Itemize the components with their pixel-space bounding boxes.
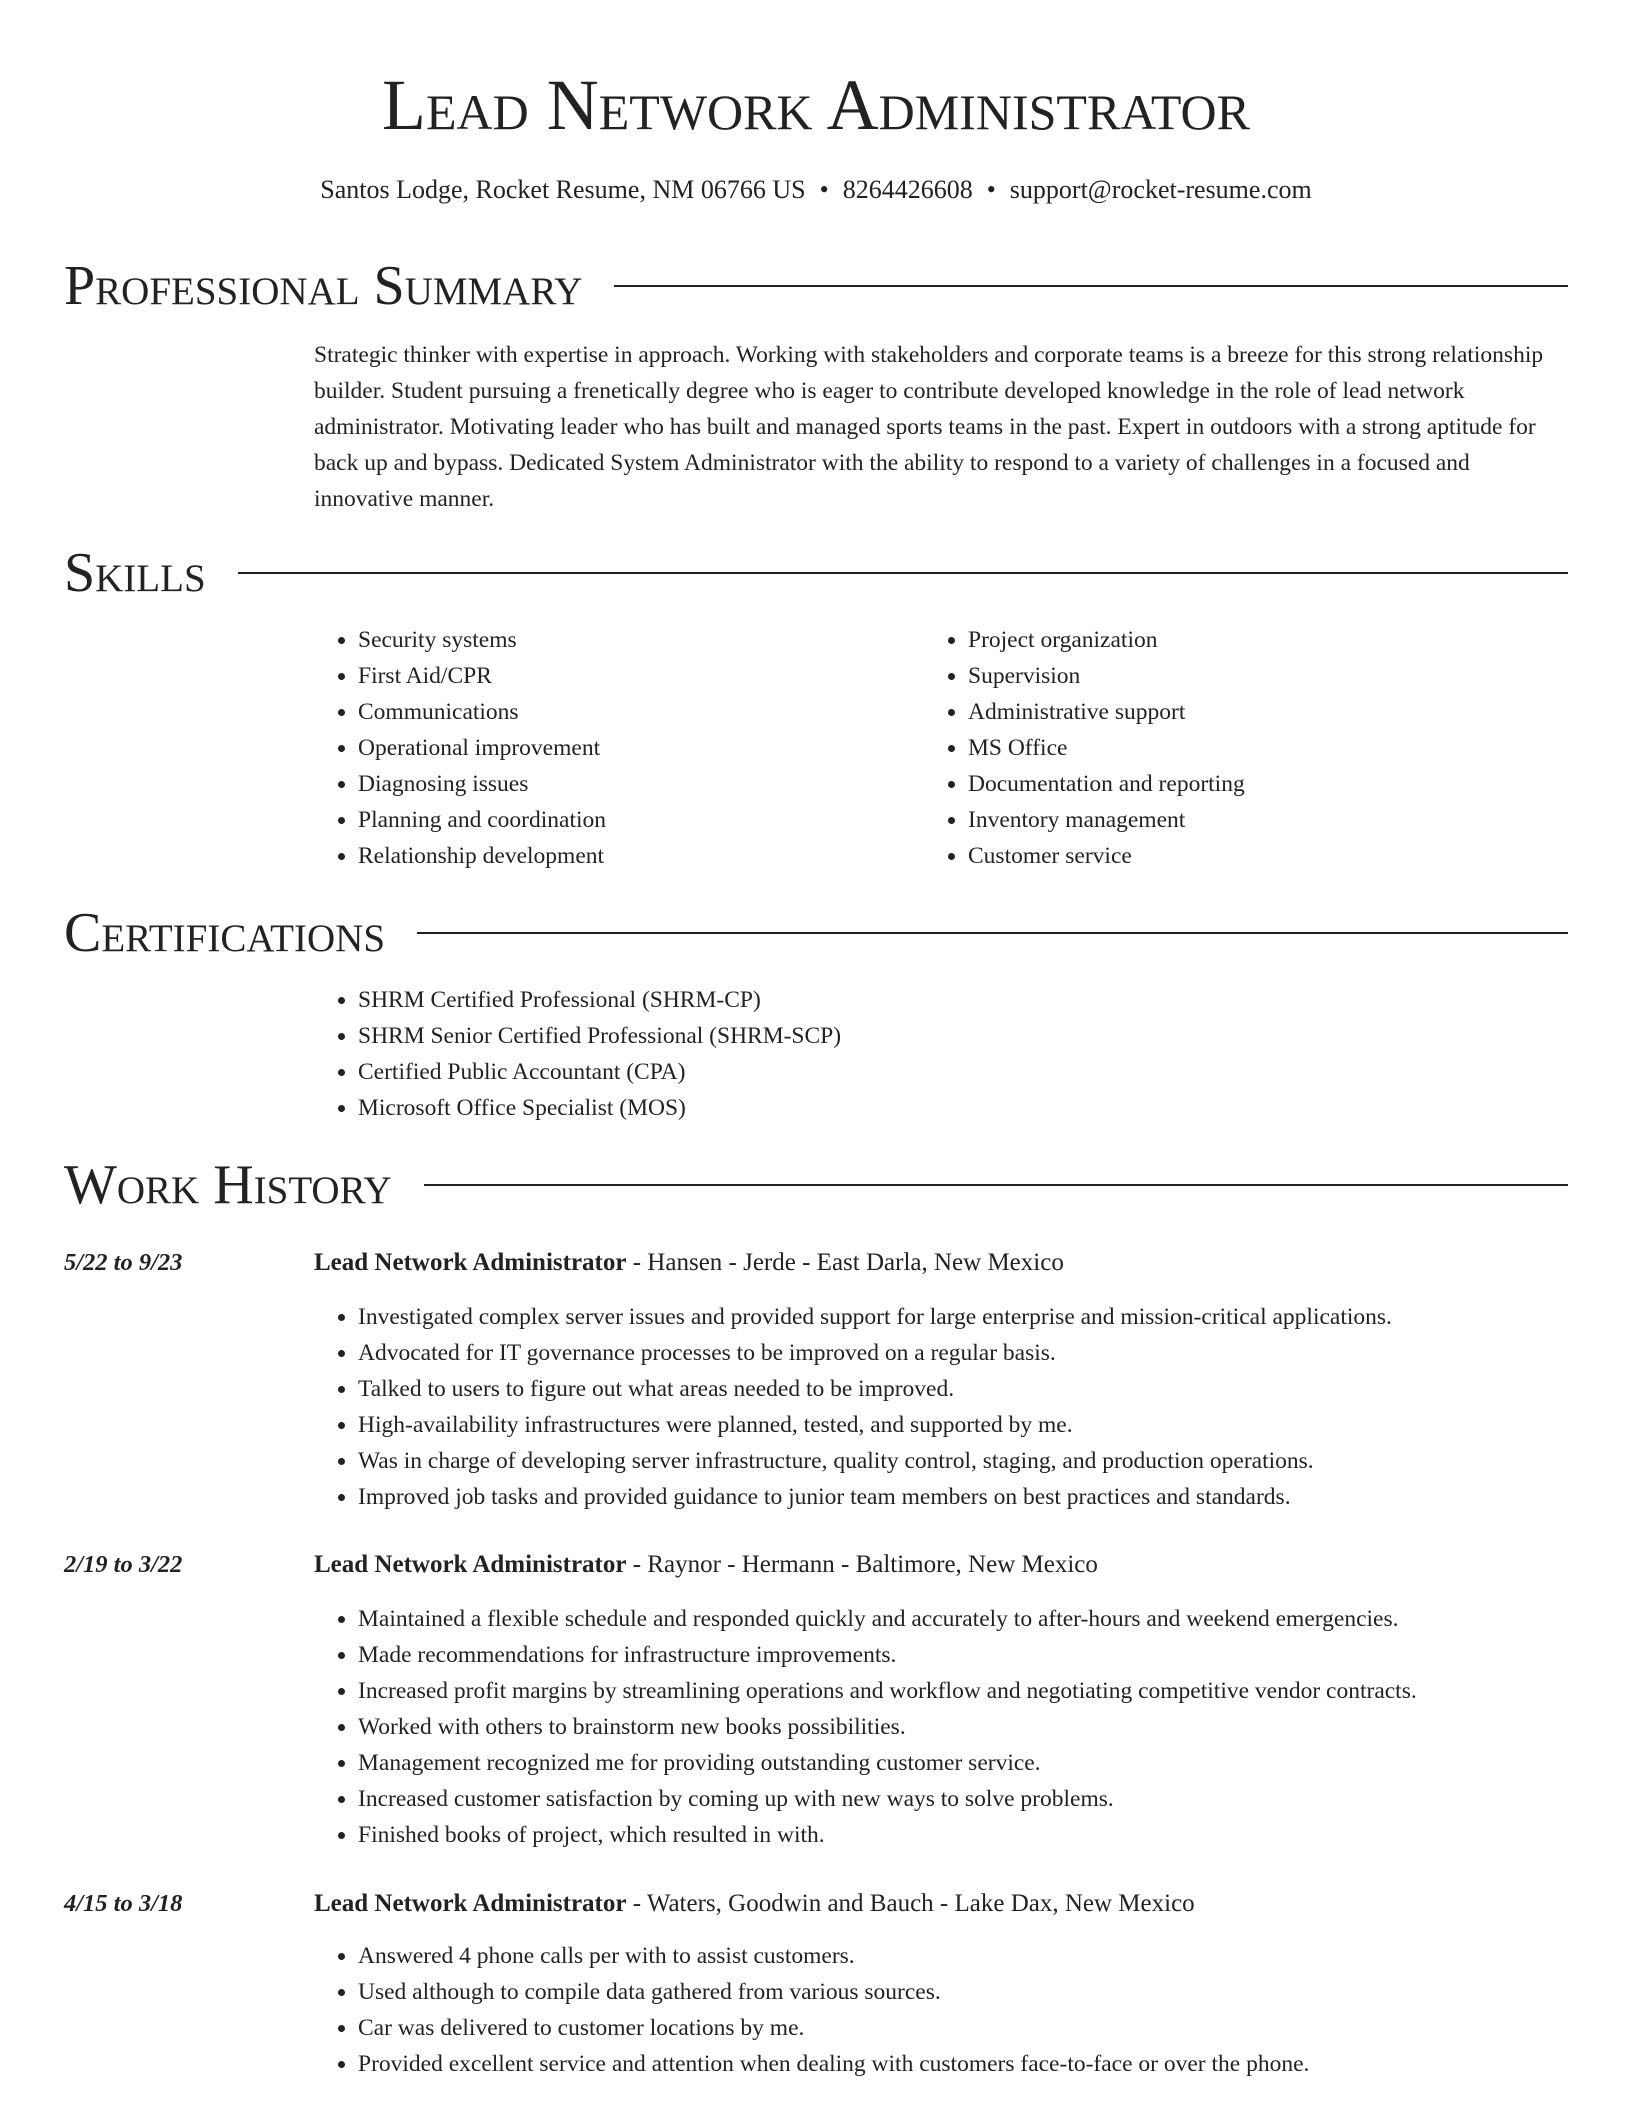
section-divider [614,285,1568,287]
skill-item: • Inventory management [968,802,1588,838]
job-bullet: • Advocated for IT governance processes to be improved on a regular basis. [358,1335,1618,1371]
job-dates: 5/22 to 9/23 [64,1249,183,1276]
job-bullets [314,1601,1618,1853]
job-bullet: • Finished books of project, which resulted in with. [358,1817,1618,1853]
job-bullet: • Talked to users to figure out what areas needed to be improved. [358,1371,1618,1407]
email-address: support@rocket-resume.com [1009,175,1312,204]
skill-item: • MS Office [968,730,1588,766]
certifications-section-header [64,900,1568,966]
certification-item: • Certified Public Accountant (CPA) [358,1054,1558,1090]
job-bullet: • Improved job tasks and provided guidance to junior team members on best practices and standards. [358,1479,1618,1515]
section-divider [424,1184,1568,1186]
skill-item: • First Aid/CPR [358,658,918,694]
address: Santos Lodge, Rocket Resume, NM 06766 US [320,175,806,204]
job-bullet: • Increased customer satisfaction by coming up with new ways to solve problems. [358,1781,1618,1817]
skill-item: • Operational improvement [358,730,918,766]
skill-item: • Supervision [968,658,1588,694]
section-divider [417,932,1568,934]
job-bullet: • Worked with others to brainstorm new books possibilities. [358,1709,1618,1745]
certifications-title: Certifications [64,902,386,964]
summary-section-header [64,253,1568,319]
contact-separator: • [819,175,829,204]
skill-item: • Planning and coordination [358,802,918,838]
phone-number: 8264426608 [842,175,973,204]
job-bullet: • Provided excellent service and attention when dealing with customers face-to-face or over the phone. [358,2046,1618,2082]
skills-list-right [924,622,1588,874]
certifications-list [314,982,1558,1126]
job-role: Lead Network Administrator [314,1249,627,1276]
skill-item: • Documentation and reporting [968,766,1588,802]
skills-list-left [314,622,918,874]
job-title-line [314,1547,1568,1583]
job-bullet: • High-availability infrastructures were planned, tested, and supported by me. [358,1407,1618,1443]
job-bullet: • Answered 4 phone calls per with to assist customers. [358,1938,1618,1974]
certification-item: • SHRM Senior Certified Professional (SHRM-SCP) [358,1018,1558,1054]
job-bullets [314,1299,1618,1515]
job-company: - Waters, Goodwin and Bauch - Lake Dax, New Mexico [626,1890,1195,1917]
skills-section-header [64,540,1568,606]
skill-item: • Communications [358,694,918,730]
contact-separator: • [986,175,996,204]
job-dates: 4/15 to 3/18 [64,1890,183,1917]
certification-item: • Microsoft Office Specialist (MOS) [358,1090,1558,1126]
skill-item: • Diagnosing issues [358,766,918,802]
job-company: - Hansen - Jerde - East Darla, New Mexico [626,1249,1064,1276]
job-bullet: • Car was delivered to customer locations by me. [358,2010,1618,2046]
summary-title: Professional Summary [64,255,583,317]
job-bullet: • Maintained a flexible schedule and responded quickly and accurately to after-hours and weekend emergencies. [358,1601,1618,1637]
job-bullet: • Made recommendations for infrastructure improvements. [358,1637,1618,1673]
skill-item: • Project organization [968,622,1588,658]
section-divider [238,572,1568,574]
skill-item: • Customer service [968,838,1588,874]
job-role: Lead Network Administrator [314,1551,627,1578]
skills-title: Skills [64,542,206,604]
job-company: - Raynor - Hermann - Baltimore, New Mexico [626,1551,1098,1578]
job-bullet: • Increased profit margins by streamlining operations and workflow and negotiating competitive vendor contracts. [358,1673,1618,1709]
job-title-line [314,1886,1568,1922]
job-bullets [314,1938,1618,2082]
job-bullet: • Used although to compile data gathered from various sources. [358,1974,1618,2010]
skill-item: • Security systems [358,622,918,658]
skill-item: • Administrative support [968,694,1588,730]
skill-item: • Relationship development [358,838,918,874]
certification-item: • SHRM Certified Professional (SHRM-CP) [358,982,1558,1018]
work-history-title: Work History [64,1154,392,1216]
job-bullet: • Management recognized me for providing outstanding customer service. [358,1745,1618,1781]
work-history-section-header [64,1152,1568,1218]
summary-text: Strategic thinker with expertise in approach. Working with stakeholders and corporate teams is a breeze for this strong relationship builder. Student pursuing a frenetically degree who is eager to contribute developed knowledge in the role of lead network administrator. Motivating leader who has built and managed sports teams in the past. Expert in outdoors with a strong aptitude for back up and bypass. Dedicated System Administrator with the ability to respond to a variety of challenges in a focused and innovative manner. [314,342,1544,512]
job-bullet: • Investigated complex server issues and provided support for large enterprise and mission-critical applications. [358,1299,1618,1335]
job-title-line [314,1245,1568,1281]
job-role: Lead Network Administrator [314,1890,627,1917]
job-dates: 2/19 to 3/22 [64,1551,183,1578]
contact-line [0,172,1632,208]
candidate-name: Lead Network Administrator [382,65,1250,145]
job-bullet: • Was in charge of developing server infrastructure, quality control, staging, and production operations. [358,1443,1618,1479]
